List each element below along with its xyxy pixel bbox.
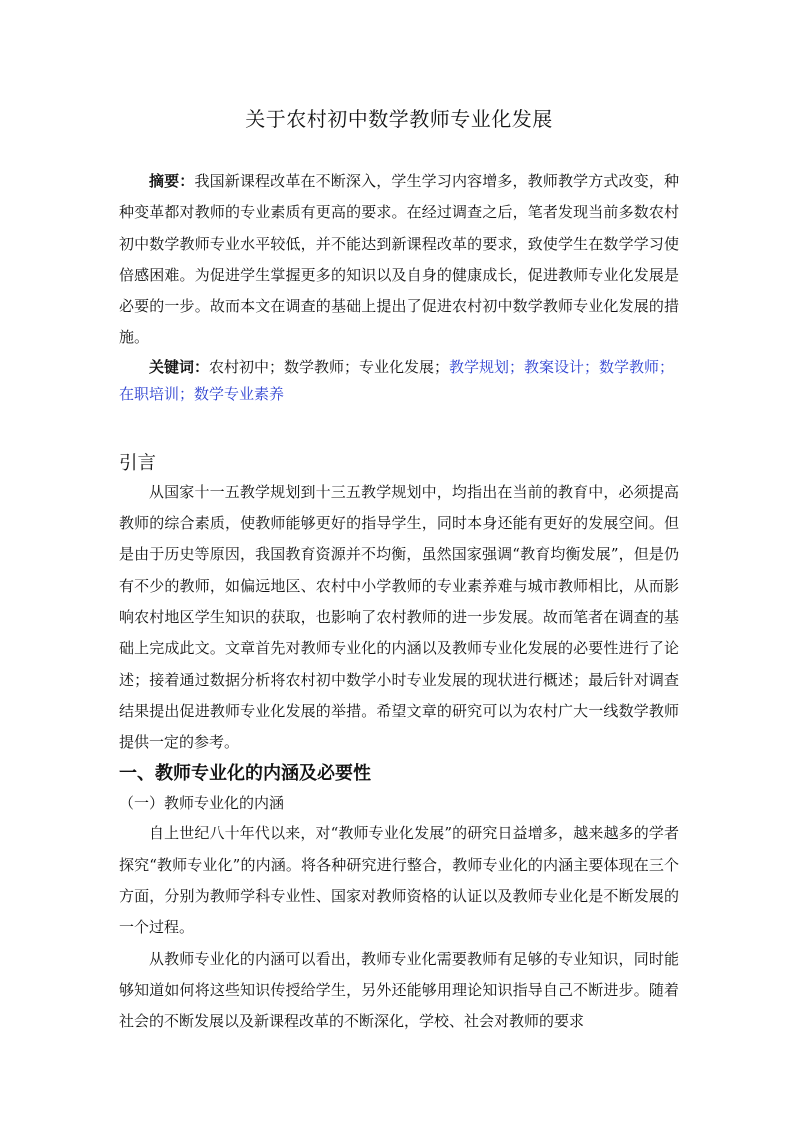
intro-heading: 引言 <box>119 452 157 474</box>
intro-paragraph: 从国家十一五教学规划到十三五教学规划中，均指出在当前的教育中，必须提高教师的综合素质，使教师能够更好的指导学生，同时本身还能有更好的发展空间。但是由于历史等原因，我国教育资源并不均衡，虽然国家强调“教育均衡发展”，但是仍有不少的教师，如偏远地区、农村中小学教师的专业素养难与城市教师相比，从而影响农村地区学生知识的获取，也影响了农村教师的进一步发展。故而笔者在调查的基础上完成此文。文章首先对教师专业化的内涵以及教师专业化发展的必要性进行了论述；接着通过数据分析将农村初中数学小时专业发展的现状进行概述；最后针对调查结果提出促进教师专业化发展的举措。希望文章的研究可以为农村广大一线数学教师提供一定的参考。 <box>119 482 679 752</box>
section1-heading: 一、教师专业化的内涵及必要性 <box>119 763 371 785</box>
abstract-text: 我国新课程改革在不断深入，学生学习内容增多，教师教学方式改变，种种变革都对教师的专业素质有更高的要求。在经过调查之后，笔者发现当前多数农村初中数学教师专业水平较低，并不能达到新课程改革的要求，致使学生在数学学习使倍感困难。为促进学生掌握更多的知识以及自身的健康成长，促进教师专业化发展是必要的一步。故而本文在调查的基础上提出了促进农村初中数学教师专业化发展的措施。 <box>119 172 679 347</box>
abstract-label: 摘要： <box>149 172 195 190</box>
keywords-plain: 农村初中；数学教师；专业化发展； <box>209 357 450 376</box>
section1-paragraph2: 从教师专业化的内涵可以看出，教师专业化需要教师有足够的专业知识，同时能够知道如何将这些知识传授给学生，另外还能够用理论知识指导自己不断进步。随着社会的不断发展以及新课程改革的不断深化，学校、社会对教师的要求 <box>119 949 679 1031</box>
document-title: 关于农村初中数学教师专业化发展 <box>245 107 553 131</box>
abstract <box>119 166 679 354</box>
keywords <box>119 354 679 409</box>
section1-subheading: （一）教师专业化的内涵 <box>119 794 285 813</box>
keywords-linked[interactable]: 教学规划；教案设计；数学教师；在职培训；数学专业素养 <box>119 357 675 404</box>
section1-paragraph1: 自上世纪八十年代以来，对“教师专业化发展”的研究日益增多，越来越多的学者探究“教师专业化”的内涵。将各种研究进行整合，教师专业化的内涵主要体现在三个方面，分别为教师学科专业性、国家对教师资格的认证以及教师专业化是不断发展的一个过程。 <box>119 824 679 937</box>
document-content <box>119 100 679 1038</box>
keywords-label: 关键词： <box>149 357 210 376</box>
